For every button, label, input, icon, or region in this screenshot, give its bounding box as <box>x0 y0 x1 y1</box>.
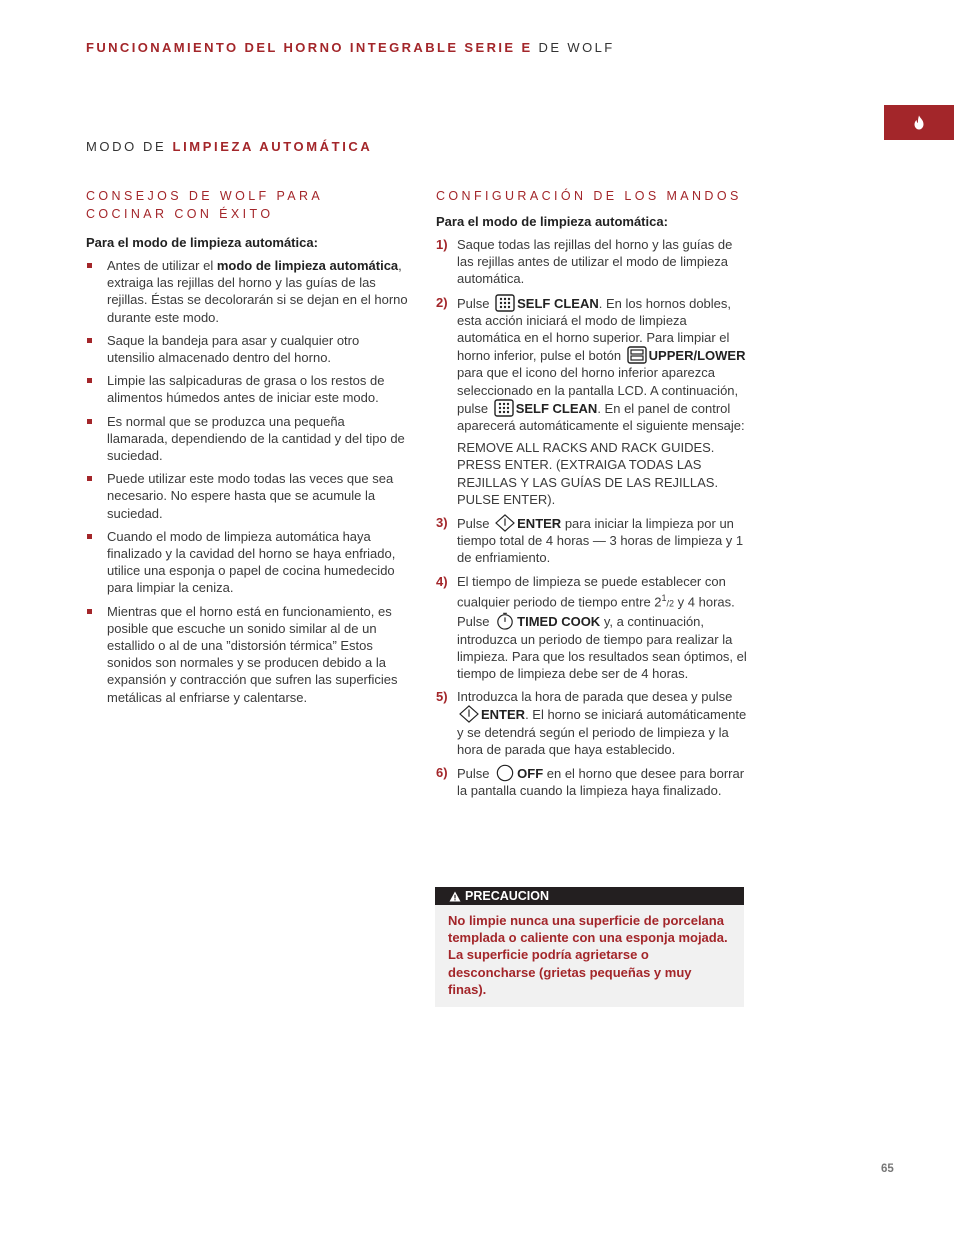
self-clean-label: SELF CLEAN <box>517 295 599 311</box>
caution-box <box>435 887 744 1007</box>
timer-icon <box>495 612 515 630</box>
upper-lower-icon <box>627 346 647 364</box>
section-title-plain: MODO DE <box>86 139 167 154</box>
off-label: OFF <box>517 766 544 782</box>
caution-title: PRECAUCION <box>465 889 550 903</box>
tip-item <box>86 257 408 326</box>
self-clean-label: SELF CLEAN <box>515 400 598 416</box>
tip-text: Puede utilizar este modo todas las veces que sea necesario. No espere hasta que se acumule la suciedad. <box>107 471 394 521</box>
enter-icon <box>495 514 515 532</box>
fraction-numerator: 1 <box>661 592 667 603</box>
steps-list <box>436 236 748 799</box>
running-header-accent: FUNCIONAMIENTO DEL HORNO INTEGRABLE SERIE E <box>86 40 533 55</box>
self-clean-icon <box>494 399 514 417</box>
tips-lead: Para el modo de limpieza automática: <box>86 235 318 250</box>
off-icon <box>495 764 515 782</box>
bullet-marker <box>87 609 92 614</box>
step-item <box>436 764 748 799</box>
step-text: Pulse <box>457 766 494 782</box>
tip-text: Antes de utilizar el <box>107 258 217 273</box>
side-tab <box>884 105 954 140</box>
step-text: El tiempo de limpieza se puede establecer con cualquier periodo de tiempo entre 2 <box>457 573 726 610</box>
step-text: Pulse <box>457 295 494 311</box>
step-number: 2) <box>436 294 448 310</box>
tip-item <box>86 332 408 366</box>
section-title-accent: LIMPIEZA AUTOMÁTICA <box>172 139 373 154</box>
tip-text: , extraiga las rejillas del horno y las guías de las rejillas. Éstas se decolorarán si se dejan en el horno durante este modo. <box>107 258 408 325</box>
step-text: y, a continuación, introduzca un periodo de tiempo para realizar la limpieza. Para que los resultados sean óptimos, el tiempo de limpieza debe ser de 4 horas. <box>457 614 747 681</box>
step-item <box>436 236 748 288</box>
tips-heading: CONSEJOS DE WOLF PARA COCINAR CON ÉXITO <box>86 189 323 221</box>
page-number: 65 <box>881 1163 894 1175</box>
tip-item <box>86 603 408 706</box>
bullet-marker <box>87 378 92 383</box>
tip-item <box>86 413 408 465</box>
step-number: 6) <box>436 765 448 781</box>
enter-label: ENTER <box>481 707 526 723</box>
display-message: REMOVE ALL RACKS AND RACK GUIDES. PRESS ENTER. (EXTRAIGA TODAS LAS REJILLAS Y LAS GUÍAS DE LAS REJILLAS. PULSE ENTER). <box>457 440 719 507</box>
step-item <box>436 294 748 508</box>
step-text: Saque todas las rejillas del horno y las guías de las rejillas antes de utilizar el modo de limpieza automática. <box>457 237 733 287</box>
tip-bold: modo de limpieza automática <box>216 258 399 273</box>
step-number: 3) <box>436 515 448 531</box>
timed-cook-label: TIMED COOK <box>517 614 601 630</box>
step-text: y 4 horas. Pulse <box>457 594 735 630</box>
controls-heading: CONFIGURACIÓN DE LOS MANDOS <box>436 189 742 203</box>
step-item <box>436 688 748 758</box>
step-text: . En los hornos dobles, esta acción iniciará el modo de limpieza automática en el horno superior. Para limpiar el horno inferior, pulse el botón <box>457 295 732 364</box>
caution-text: No limpie nunca una superficie de porcelana templada o caliente con una esponja mojada. La superficie podría agrietarse o desconcharse (grietas pequeñas y muy finas). <box>435 905 744 1007</box>
bullet-marker <box>87 476 92 481</box>
bullet-marker <box>87 263 92 268</box>
tip-text: Cuando el modo de limpieza automática haya finalizado y la cavidad del horno se haya enfriado, utilice una esponja o papel de cocina humedecido para limpiar la ceniza. <box>107 528 396 596</box>
step-text: Pulse <box>457 516 494 532</box>
bullet-marker <box>87 419 92 424</box>
running-header-plain: DE WOLF <box>538 40 615 55</box>
enter-label: ENTER <box>517 516 562 532</box>
step-number: 5) <box>436 689 448 705</box>
bullet-marker <box>87 534 92 539</box>
warning-icon <box>449 891 461 902</box>
section-title <box>86 139 372 154</box>
step-text: Introduzca la hora de parada que desea y pulse <box>457 689 733 705</box>
tips-list <box>86 257 408 706</box>
enter-icon <box>459 705 479 723</box>
tip-text: Mientras que el horno está en funcionamiento, es posible que escuche un sonido similar al de un estallido o al de una ”distorsión térmica” Estos sonidos son normales y se producen debido a la expansión y contracción que sufren las superficies metálicas al enfriarse y calentarse. <box>107 603 398 705</box>
controls-lead: Para el modo de limpieza automática: <box>436 214 668 229</box>
tip-text: Es normal que se produzca una pequeña llamarada, dependiendo de la cantidad y del tipo de suciedad. <box>107 413 405 464</box>
upper-lower-label: UPPER/LOWER <box>648 348 746 364</box>
tips-column <box>86 187 408 712</box>
tip-item <box>86 470 408 522</box>
fraction-denominator: /2 <box>666 598 675 609</box>
bullet-marker <box>87 338 92 343</box>
tip-text: Limpie las salpicaduras de grasa o los restos de alimentos húmedos antes de iniciar este modo. <box>107 373 385 406</box>
step-text: . El horno se iniciará automáticamente y se detendrá según el periodo de limpieza y la hora de parada que haya establecido. <box>457 707 747 757</box>
tip-item <box>86 528 408 597</box>
step-item <box>436 573 748 683</box>
tip-text: Saque la bandeja para asar y cualquier otro utensilio almacenado dentro del horno. <box>107 332 360 366</box>
step-item <box>436 514 748 567</box>
self-clean-icon <box>495 294 515 312</box>
step-text: para que el icono del horno inferior aparezca seleccionado en la pantalla LCD. A continuación, pulse <box>457 365 739 416</box>
caution-header <box>435 887 744 905</box>
step-number: 1) <box>436 237 448 252</box>
running-header <box>86 40 615 55</box>
tip-item <box>86 372 408 406</box>
flame-icon <box>913 115 925 130</box>
step-text: en el horno que desee para borrar la pantalla cuando la limpieza haya finalizado. <box>457 766 745 799</box>
step-text: . En el panel de control aparecerá automáticamente el siguiente mensaje: <box>457 400 745 434</box>
controls-column <box>436 187 748 805</box>
step-text: para iniciar la limpieza por un tiempo total de 4 horas — 3 horas de limpieza y 1 de enfriamiento. <box>457 516 744 566</box>
step-number: 4) <box>436 573 448 589</box>
